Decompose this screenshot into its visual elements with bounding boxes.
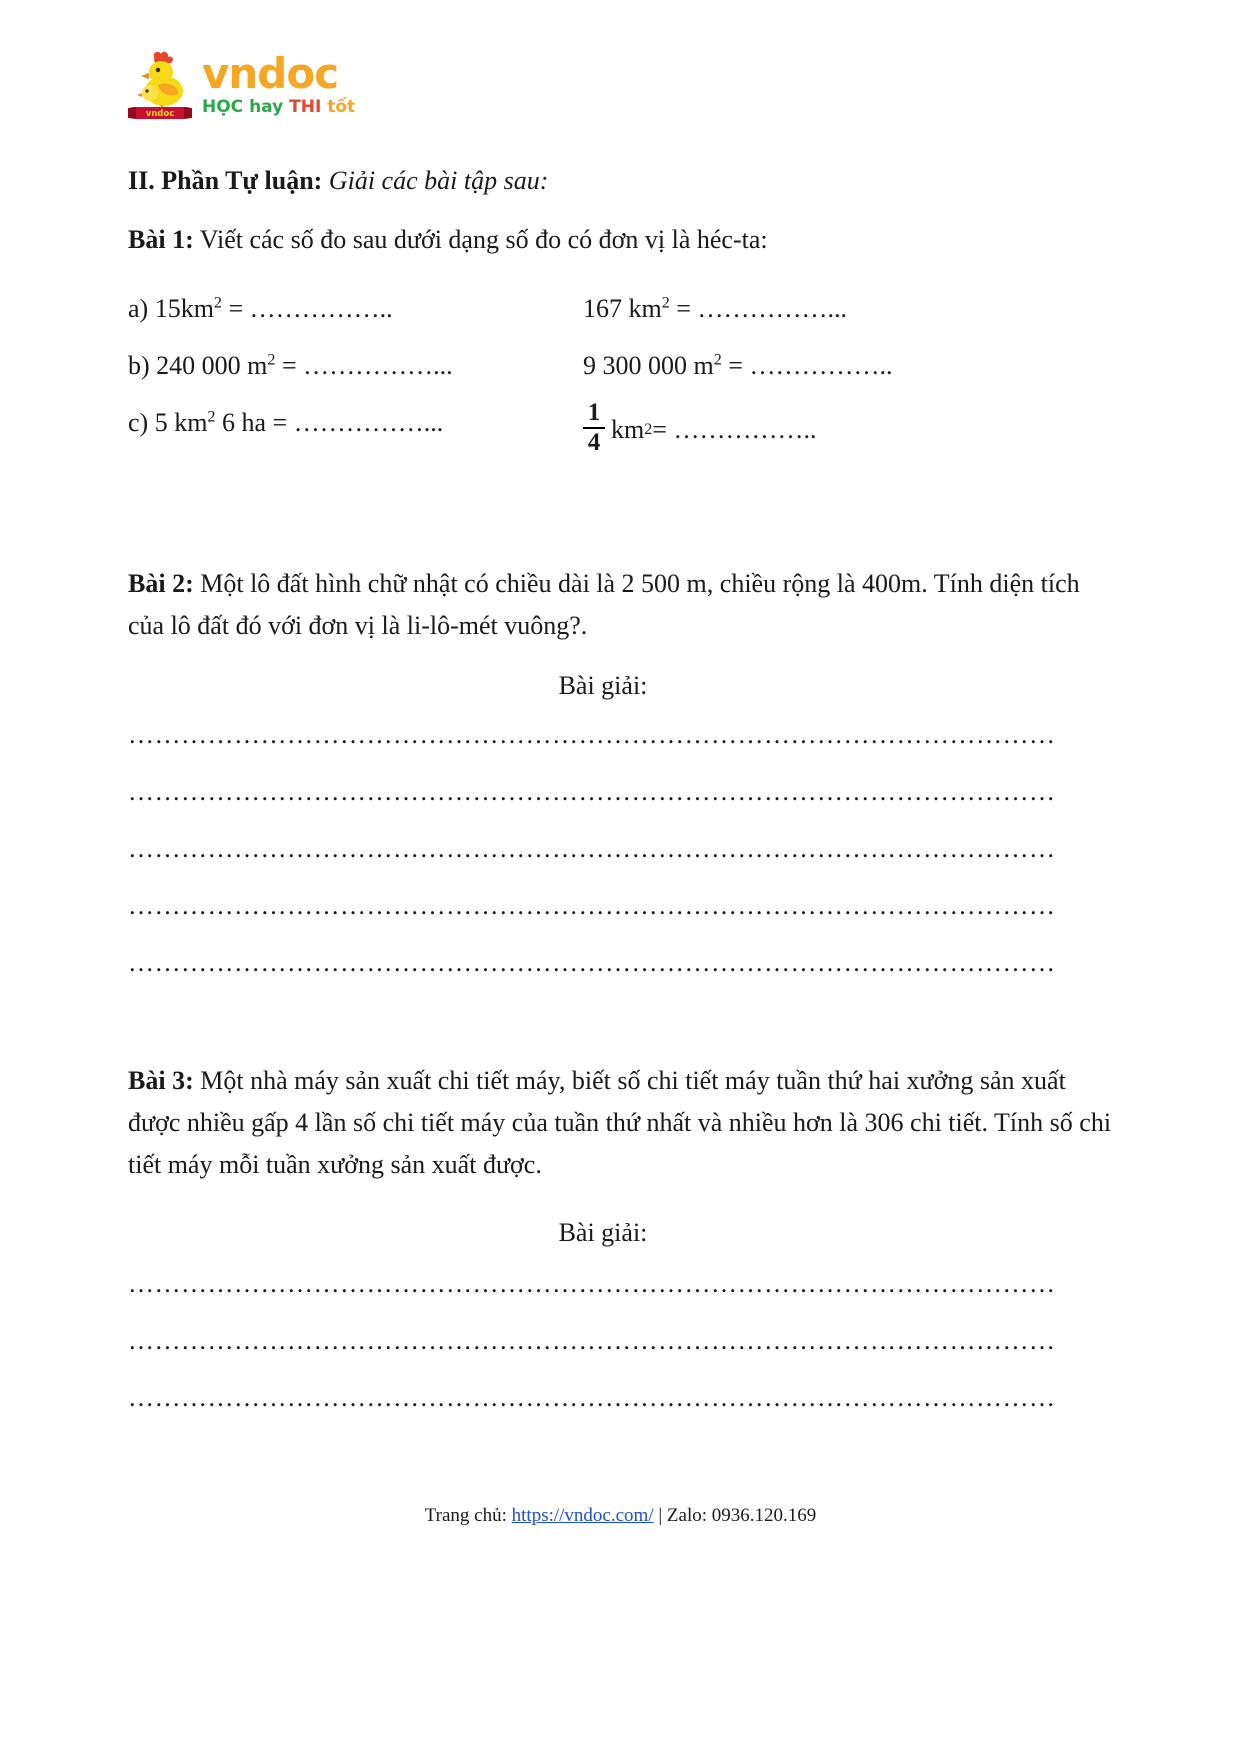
section-heading-label: II. Phần Tự luận:: [128, 166, 323, 195]
exercise-3-prompt-text: [128, 1060, 1113, 1186]
exercise-1-item-b-right: [583, 345, 1113, 387]
exercise-1-prompt-text: [128, 219, 1113, 261]
answer-line[interactable]: ……………………………………………………………………………………………: [128, 1328, 1056, 1355]
exercise-3-label: Bài 3:: [128, 1066, 194, 1095]
svg-text:vndoc: vndoc: [145, 109, 175, 119]
exercise-1-item-c-text: [128, 402, 583, 444]
answer-line[interactable]: ……………………………………………………………………………………………: [128, 893, 1056, 920]
section-heading: [128, 160, 1113, 202]
section-heading-instruction: Giải các bài tập sau:: [328, 166, 549, 195]
exercise-1-item-c: [128, 402, 583, 459]
exercise-1-item-a-text: [128, 288, 583, 330]
exercise-1-prompt: [128, 219, 1113, 261]
answer-line[interactable]: ……………………………………………………………………………………………: [128, 950, 1056, 977]
exercise-3-prompt: [128, 1060, 1113, 1186]
exercise-1-item-c-right: [583, 399, 1113, 459]
exercise-1-row-c: [128, 399, 1113, 459]
logo-tagline: [202, 96, 356, 117]
exercise-1-item-b-text: [128, 345, 583, 387]
exercise-1-item-b-right-exponent: 2: [713, 351, 722, 369]
footer-prefix: Trang chủ:: [424, 1505, 512, 1526]
exercise-1-item-b-right-text: [583, 345, 1113, 387]
exercise-1-fraction-row: $\frac{1}{4}$ km 2 = ……………..: [583, 402, 1113, 459]
exercise-1-prompt-body: Viết các số đo sau dưới dạng số đo có đơn vị là héc-ta:: [193, 225, 768, 254]
exercise-1-item-a-exponent: 2: [213, 294, 222, 312]
answer-line[interactable]: ……………………………………………………………………………………………: [128, 779, 1056, 806]
section-heading-text: [128, 160, 1113, 202]
page-footer: [0, 1505, 1241, 1527]
exercise-3-solution-label: Bài giải:: [558, 1218, 648, 1247]
exercise-2-prompt-body: Một lô đất hình chữ nhật có chiều dài là 2 500 m, chiều rộng là 400m. Tính diện tích của lô đất đó với đơn vị là li-lô-mét vuông?.: [128, 569, 1080, 641]
exercise-2-prompt-text: [128, 563, 1113, 647]
logo-tagline-part3: tốt: [327, 96, 356, 117]
logo-wordmark: [202, 48, 356, 117]
answer-line[interactable]: ……………………………………………………………………………………………: [128, 836, 1056, 863]
exercise-1-item-a: [128, 288, 583, 330]
footer-suffix: | Zalo: 0936.120.169: [653, 1505, 817, 1526]
exercise-1-item-b-blank[interactable]: = ……………...: [275, 351, 453, 380]
exercise-1-item-c-blank[interactable]: 6 ha = ……………...: [215, 408, 444, 437]
logo-tagline-part1: HỌC hay: [202, 96, 290, 117]
exercise-3-prompt-body: Một nhà máy sản xuất chi tiết máy, biết số chi tiết máy tuần thứ hai xưởng sản xuất được nhiều gấp 4 lần số chi tiết máy của tuần thứ nhất và nhiều hơn là 306 chi tiết. Tính số chi tiết máy mỗi tuần xưởng sản xuất được.: [128, 1066, 1112, 1180]
logo-word: vndoc: [202, 48, 339, 98]
exercise-1-item-a-right-exponent: 2: [661, 294, 670, 312]
exercise-1-item-a-right-blank[interactable]: = ……………...: [669, 294, 847, 323]
exercise-1-item-a-blank[interactable]: = ……………..: [221, 294, 393, 323]
exercise-2-prompt: [128, 563, 1113, 647]
answer-line[interactable]: ……………………………………………………………………………………………: [128, 1271, 1056, 1298]
exercise-2-solution-label: Bài giải:: [558, 671, 648, 700]
exercise-1-item-b: [128, 345, 583, 387]
chick-mascot-icon: [128, 49, 192, 119]
exercise-1-row-b: [128, 345, 1113, 387]
fraction-numerator: 1: [587, 399, 601, 426]
exercise-2-answer-area: [128, 722, 1113, 1007]
exercise-1-item-c-exponent: 2: [207, 408, 216, 426]
exercise-1-item-a-right-prefix: 167 km: [583, 294, 662, 323]
exercise-2-solution-heading: [128, 665, 1113, 707]
exercise-2-label: Bài 2:: [128, 569, 194, 598]
answer-line[interactable]: ……………………………………………………………………………………………: [128, 722, 1056, 749]
exercise-1-item-a-right: [583, 288, 1113, 330]
answer-line[interactable]: ……………………………………………………………………………………………: [128, 1385, 1056, 1412]
exercise-1-item-b-right-prefix: 9 300 000 m: [583, 351, 714, 380]
fraction-one-quarter: [583, 400, 605, 457]
exercise-1-item-b-exponent: 2: [267, 351, 276, 369]
site-logo: [128, 44, 558, 124]
exercise-1-row-a: [128, 288, 1113, 330]
exercise-1-item-a-right-text: [583, 288, 1113, 330]
exercise-3-solution-heading: [128, 1212, 1113, 1254]
exercise-1-item-c-prefix: c) 5 km: [128, 408, 208, 437]
exercise-1-item-a-prefix: a) 15km: [128, 294, 214, 323]
exercise-1-fraction-unit: km: [611, 415, 645, 445]
exercise-1-fraction-blank[interactable]: = ……………..: [652, 415, 817, 445]
exercise-1-label: Bài 1:: [128, 225, 194, 254]
footer-homepage-link[interactable]: https://vndoc.com/: [511, 1505, 654, 1526]
fraction-denominator: 4: [587, 429, 601, 457]
exercise-1-item-b-prefix: b) 240 000 m: [128, 351, 268, 380]
exercise-3-answer-area: [128, 1271, 1113, 1442]
exercise-1-item-b-right-blank[interactable]: = ……………..: [721, 351, 893, 380]
logo-tagline-part2: THI: [289, 96, 328, 117]
